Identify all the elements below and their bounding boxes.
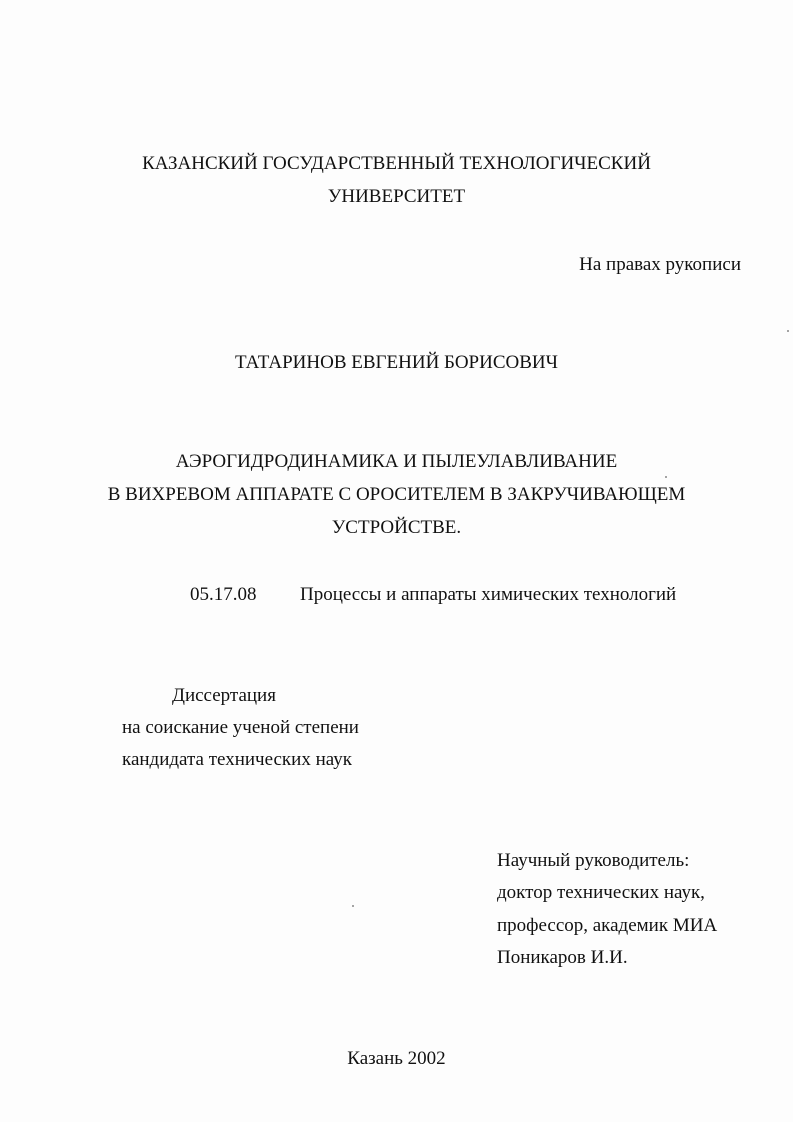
degree-purpose: на соискание ученой степени <box>122 717 359 738</box>
institution-name-line-2: УНИВЕРСИТЕТ <box>327 186 466 207</box>
thesis-title-line-2: В ВИХРЕВОМ АППАРАТЕ С ОРОСИТЕЛЕМ В ЗАКРУЧИВАЮЩЕМ <box>107 484 686 505</box>
supervisor-name: Поникаров И.И. <box>497 947 628 968</box>
manuscript-rights-note: На правах рукописи <box>579 254 741 275</box>
scan-speck <box>352 905 354 907</box>
degree-name: кандидата технических наук <box>122 749 352 770</box>
scan-speck <box>787 330 789 332</box>
thesis-title-line-1: АЭРОГИДРОДИНАМИКА И ПЫЛЕУЛАВЛИВАНИЕ <box>175 451 618 472</box>
city-and-year: Казань 2002 <box>347 1048 446 1069</box>
degree-document-type: Диссертация <box>172 685 276 706</box>
supervisor-title: профессор, академик МИА <box>497 915 718 936</box>
scan-speck <box>665 476 667 478</box>
thesis-title-line-3: УСТРОЙСТВЕ. <box>331 517 462 538</box>
specialty-name: Процессы и аппараты химических технологий <box>300 584 677 605</box>
institution-name-line-1: КАЗАНСКИЙ ГОСУДАРСТВЕННЫЙ ТЕХНОЛОГИЧЕСКИЙ <box>142 153 651 174</box>
supervisor-label: Научный руководитель: <box>497 850 690 871</box>
supervisor-degree: доктор технических наук, <box>497 882 705 903</box>
author-name: ТАТАРИНОВ ЕВГЕНИЙ БОРИСОВИЧ <box>235 352 558 373</box>
specialty-code: 05.17.08 <box>190 584 257 605</box>
